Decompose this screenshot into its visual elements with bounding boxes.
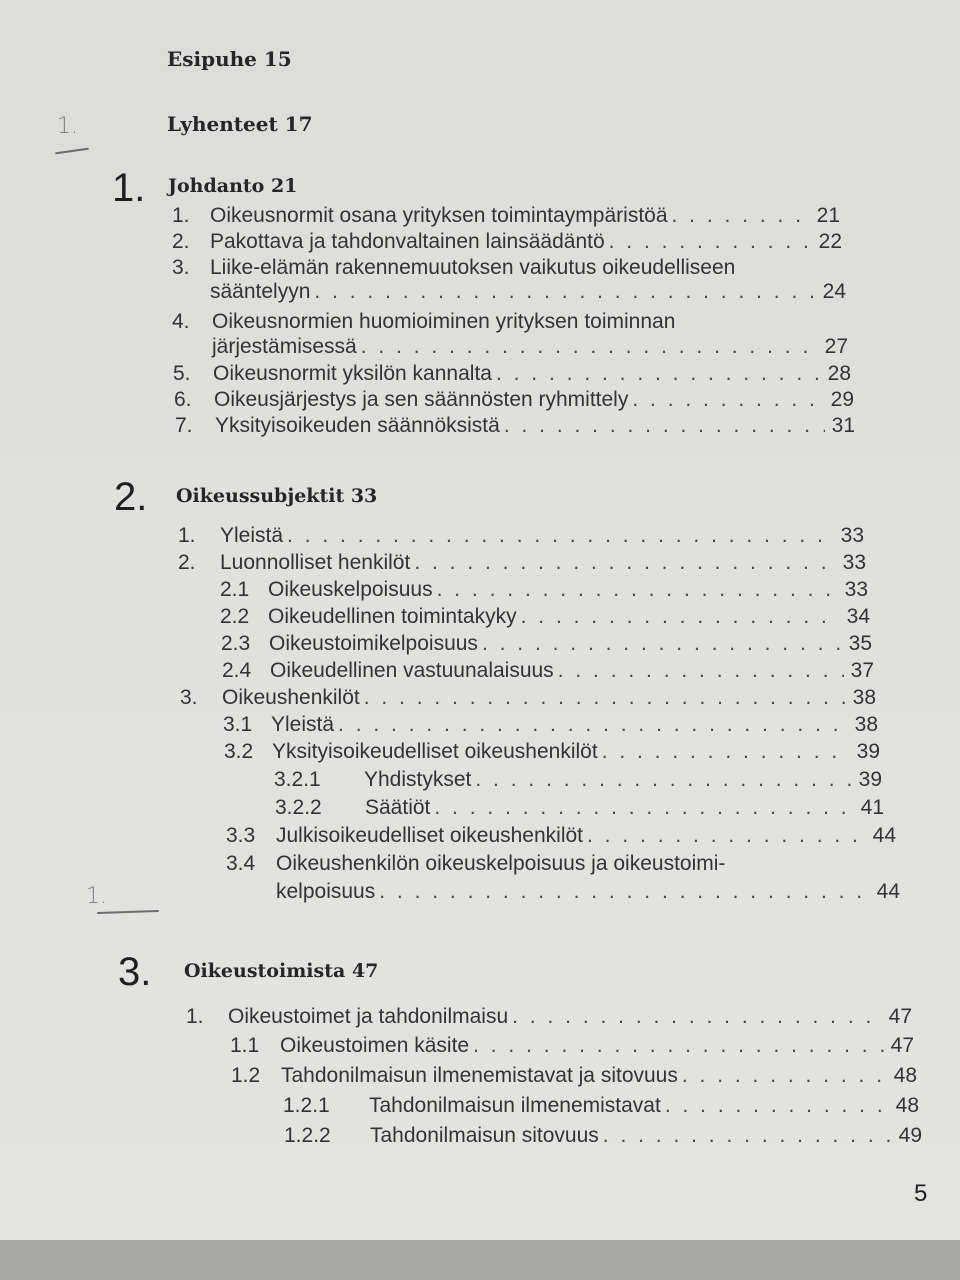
toc-entry: 3.2.2 Säätiöt . . . 41 xyxy=(275,796,884,820)
page-number: 33 xyxy=(840,524,864,547)
toc-entry: 1.1 Oikeustoimen käsite . . . 47 xyxy=(230,1034,914,1058)
toc-entry: 2. Pakottava ja tahdonvaltainen lainsäädäntö . . . 22 xyxy=(172,230,842,254)
dot-leader xyxy=(314,280,816,304)
dot-leader xyxy=(512,1005,882,1029)
page-number: 31 xyxy=(831,414,855,437)
page-number: 47 xyxy=(890,1034,914,1057)
page-number: 49 xyxy=(898,1124,922,1147)
handwritten-note: 1. xyxy=(86,884,107,909)
dot-leader xyxy=(632,388,824,412)
dot-leader xyxy=(361,335,818,359)
toc-entry: 1. Oikeusnormit osana yrityksen toimintaympäristöä . . . 21 xyxy=(172,204,840,228)
page-number: 33 xyxy=(844,578,868,601)
toc-entry: 6. Oikeusjärjestys ja sen säännösten ryhmittely . . . 29 xyxy=(174,388,854,412)
page-number: 35 xyxy=(848,632,872,655)
toc-entry: 2.3 Oikeustoimikelpoisuus . . . 35 xyxy=(221,632,872,656)
toc-entry: 1. Yleistä . . . 33 xyxy=(178,524,864,548)
page-number: 22 xyxy=(818,230,842,253)
dot-leader xyxy=(603,1124,892,1148)
chapter-title: Oikeussubjektit 33 xyxy=(176,485,378,507)
toc-entry: 3.3 Julkisoikeudelliset oikeushenkilöt . . . 44 xyxy=(226,824,896,848)
toc-front-esipuhe: Esipuhe 15 xyxy=(167,47,292,71)
toc-entry: 3.1 Yleistä . . . 38 xyxy=(223,713,878,737)
handwritten-underline xyxy=(97,910,159,914)
dot-leader xyxy=(414,551,836,575)
toc-entry: 1. Oikeustoimet ja tahdonilmaisu . . . 47 xyxy=(186,1005,912,1029)
page-number: 33 xyxy=(842,551,866,574)
page-number: 48 xyxy=(895,1094,919,1117)
dot-leader xyxy=(672,204,810,228)
page-number: 29 xyxy=(830,388,854,411)
toc-entry: 7. Yksityisoikeuden säännöksistä . . . 31 xyxy=(175,414,855,438)
dot-leader xyxy=(521,605,840,629)
page-number: 38 xyxy=(852,686,876,709)
handwritten-note: 1. xyxy=(57,114,78,139)
page-number: 28 xyxy=(827,362,851,385)
chapter-number: 1. xyxy=(112,166,146,210)
dot-leader xyxy=(473,1034,884,1058)
dot-leader xyxy=(475,768,852,792)
page-number: 39 xyxy=(856,740,880,763)
toc-entry: 2.1 Oikeuskelpoisuus . . . 33 xyxy=(220,578,868,602)
dot-leader xyxy=(602,740,850,764)
chapter-title: Johdanto 21 xyxy=(168,175,298,197)
page-number: 48 xyxy=(893,1064,917,1087)
dot-leader xyxy=(379,880,870,904)
handwritten-underline xyxy=(55,148,89,155)
page-number: 34 xyxy=(846,605,870,628)
page-number: 37 xyxy=(850,659,874,682)
page-bottom-edge xyxy=(0,1240,960,1280)
chapter-title: Oikeustoimista 47 xyxy=(184,960,379,982)
toc-entry: 3.2.1 Yhdistykset . . . 39 xyxy=(274,768,882,792)
toc-entry: 1.2 Tahdonilmaisun ilmenemistavat ja sitovuus . . . 48 xyxy=(231,1064,917,1088)
toc-entry-continuation: sääntelyyn . . . 24 xyxy=(210,280,846,304)
dot-leader xyxy=(504,414,825,438)
page-number: 27 xyxy=(824,335,848,358)
dot-leader xyxy=(364,686,846,710)
dot-leader xyxy=(609,230,812,254)
toc-entry: 2.4 Oikeudellinen vastuunalaisuus . . . 37 xyxy=(222,659,874,683)
page-number: 47 xyxy=(888,1005,912,1028)
page-number: 41 xyxy=(860,796,884,819)
dot-leader xyxy=(287,524,834,548)
toc-front-lyhenteet: Lyhenteet 17 xyxy=(167,112,313,136)
page-number: 24 xyxy=(822,280,846,303)
toc-entry: 5. Oikeusnormit yksilön kannalta . . . 28 xyxy=(173,362,851,386)
chapter-number: 2. xyxy=(114,475,148,519)
toc-entry: 4. Oikeusnormien huomioiminen yrityksen toiminnan xyxy=(172,310,676,333)
toc-entry: 3. Oikeushenkilöt . . . 38 xyxy=(180,686,876,710)
page-folio-number: 5 xyxy=(914,1180,928,1207)
toc-entry: 2.2 Oikeudellinen toimintakyky . . . 34 xyxy=(220,605,870,629)
toc-entry: 1.2.2 Tahdonilmaisun sitovuus . . . 49 xyxy=(284,1124,922,1148)
dot-leader xyxy=(558,659,844,683)
page-number: 44 xyxy=(876,880,900,903)
dot-leader xyxy=(587,824,866,848)
dot-leader xyxy=(665,1094,889,1118)
page-number: 38 xyxy=(854,713,878,736)
dot-leader xyxy=(434,796,854,820)
dot-leader xyxy=(496,362,821,386)
toc-entry: 3.2 Yksityisoikeudelliset oikeushenkilöt . . . 39 xyxy=(224,740,880,764)
dot-leader xyxy=(482,632,842,656)
toc-entry: 3. Liike-elämän rakennemuutoksen vaikutus oikeudelliseen xyxy=(172,256,736,279)
toc-entry-continuation: kelpoisuus . . . 44 xyxy=(276,880,900,904)
page-number: 39 xyxy=(858,768,882,791)
page-number: 44 xyxy=(872,824,896,847)
chapter-number: 3. xyxy=(118,950,152,994)
toc-entry: 1.2.1 Tahdonilmaisun ilmenemistavat . . . 48 xyxy=(283,1094,919,1118)
dot-leader xyxy=(338,713,848,737)
dot-leader xyxy=(682,1064,887,1088)
dot-leader xyxy=(437,578,838,602)
toc-entry: 2. Luonnolliset henkilöt . . . 33 xyxy=(178,551,866,575)
toc-entry-continuation: järjestämisessä . . . 27 xyxy=(212,335,848,359)
toc-entry: 3.4 Oikeushenkilön oikeuskelpoisuus ja oikeustoimi- xyxy=(226,852,726,875)
page-number: 21 xyxy=(816,204,840,227)
